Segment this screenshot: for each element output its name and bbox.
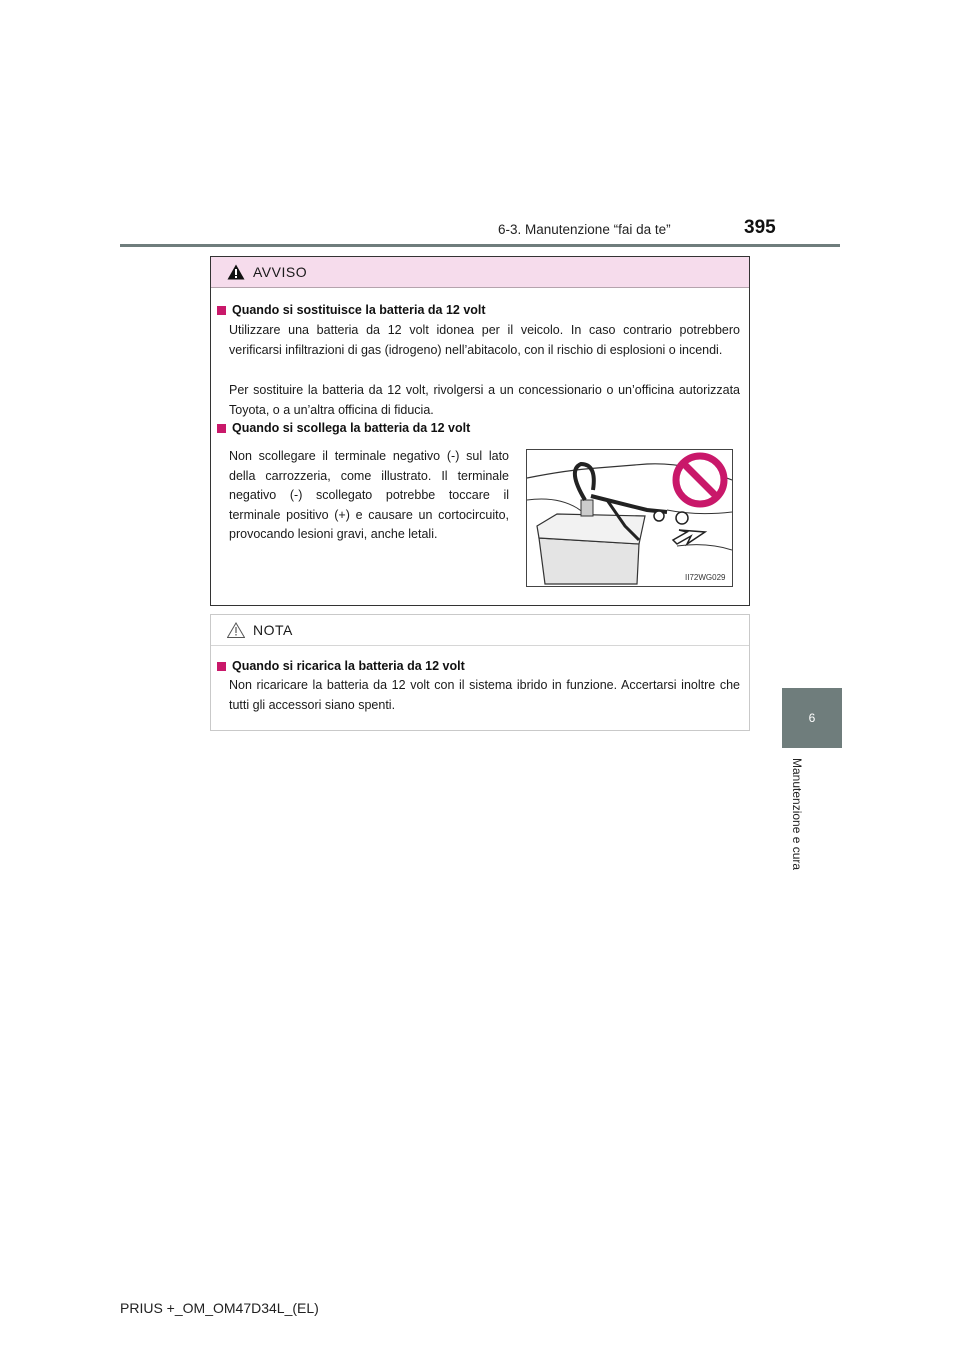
note-paragraph: Non ricaricare la batteria da 12 volt con il sistema ibrido in funzione. Accertarsi inoltre che tutti gli accessori siano spenti. [229, 678, 740, 712]
bullet-square [217, 306, 226, 315]
section-title: 6-3. Manutenzione “fai da te” [498, 222, 671, 237]
warning-paragraph: Per sostituire la batteria da 12 volt, rivolgersi a un concessionario o un’officina autorizzata Toyota, o a un’altra officina di fiducia. [229, 383, 740, 417]
note-title: NOTA [253, 622, 293, 638]
page-number: 395 [744, 217, 776, 238]
warning-paragraph: Non scollegare il terminale negativo (-) sul lato della carrozzeria, come illustrato. Il terminale negativo (-) scollegato potrebbe toccare il terminale positivo (+) e causare un cortocircuito, provocando lesioni gravi, anche letali. [229, 449, 509, 541]
document-footer: PRIUS +_OM_OM47D34L_(EL) [120, 1300, 319, 1316]
bullet-square [217, 662, 226, 671]
battery-illustration [527, 450, 732, 586]
header-rule [120, 244, 840, 247]
warning-item-heading [217, 421, 470, 435]
chapter-number: 6 [808, 711, 816, 725]
battery-terminal-illustration [526, 449, 733, 587]
heading-text: Quando si scollega la batteria da 12 volt [232, 421, 471, 435]
note-item-heading [217, 659, 465, 673]
note-box [210, 614, 750, 731]
warning-item-heading [217, 303, 486, 317]
warning-box [210, 256, 750, 606]
warning-paragraph: Utilizzare una batteria da 12 volt idonea per il veicolo. In caso contrario potrebbero verificarsi infiltrazioni di gas (idrogeno) nell’abitacolo, con il rischio di esplosioni o incendi. [229, 323, 740, 357]
chapter-tab[interactable] [782, 688, 842, 748]
note-header [211, 615, 749, 646]
heading-text: Quando si sostituisce la batteria da 12 volt [232, 303, 486, 317]
warning-header [211, 257, 749, 288]
warning-icon [227, 264, 245, 280]
caution-icon [227, 622, 245, 638]
heading-text: Quando si ricarica la batteria da 12 volt [232, 659, 465, 673]
warning-title: AVVISO [253, 264, 308, 280]
chapter-label: Manutenzione e cura [790, 758, 804, 871]
figure-code: II72WG029 [685, 573, 726, 582]
bullet-square [217, 424, 226, 433]
